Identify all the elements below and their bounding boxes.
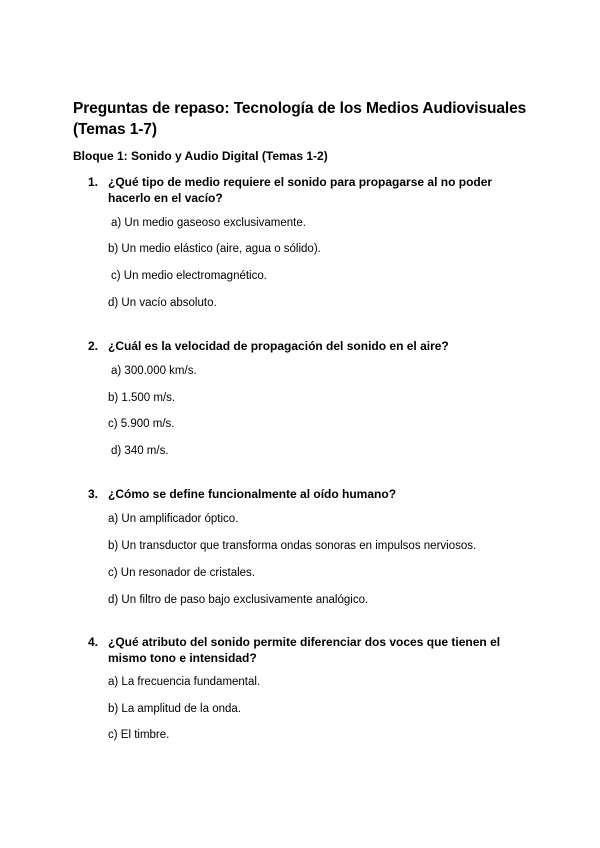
- question-text: ¿Qué tipo de medio requiere el sonido para propagarse al no poder hacerlo en el vacío?: [108, 175, 493, 205]
- option-1c: c) Un medio electromagnético.: [111, 270, 267, 282]
- question-text: ¿Cuál es la velocidad de propagación del sonido en el aire?: [108, 339, 449, 353]
- option-2a: a) 300.000 km/s.: [111, 365, 197, 377]
- option-1b: b) Un medio elástico (aire, agua o sólido).: [108, 243, 321, 255]
- question-3: [88, 486, 538, 502]
- block-title: Bloque 1: Sonido y Audio Digital (Temas 1-2): [73, 149, 328, 163]
- option-4b: b) La amplitud de la onda.: [108, 703, 241, 715]
- option-1a: a) Un medio gaseoso exclusivamente.: [111, 217, 306, 229]
- question-number: 3.: [88, 487, 99, 501]
- document-title: Preguntas de repaso: Tecnología de los Medios Audiovisuales (Temas 1-7): [73, 100, 527, 138]
- option-1d: d) Un vacío absoluto.: [108, 297, 217, 309]
- question-2: [88, 338, 538, 354]
- option-4c: c) El timbre.: [108, 729, 170, 741]
- option-3d: d) Un filtro de paso bajo exclusivamente analógico.: [108, 594, 369, 606]
- option-4a: a) La frecuencia fundamental.: [108, 676, 261, 688]
- question-number: 1.: [88, 175, 99, 189]
- option-2c: c) 5.900 m/s.: [108, 418, 175, 430]
- option-2d: d) 340 m/s.: [111, 445, 169, 457]
- option-3b: b) Un transductor que transforma ondas sonoras en impulsos nerviosos.: [108, 540, 477, 552]
- option-3c: c) Un resonador de cristales.: [108, 567, 256, 579]
- question-text: ¿Cómo se define funcionalmente al oído humano?: [108, 487, 397, 501]
- option-3a: a) Un amplificador óptico.: [108, 513, 239, 525]
- question-1: [88, 174, 538, 206]
- question-number: 2.: [88, 339, 99, 353]
- question-number: 4.: [88, 635, 99, 649]
- question-4: [88, 634, 538, 666]
- option-2b: b) 1.500 m/s.: [108, 392, 176, 404]
- question-text: ¿Qué atributo del sonido permite diferenciar dos voces que tienen el mismo tono e intensidad?: [108, 635, 501, 665]
